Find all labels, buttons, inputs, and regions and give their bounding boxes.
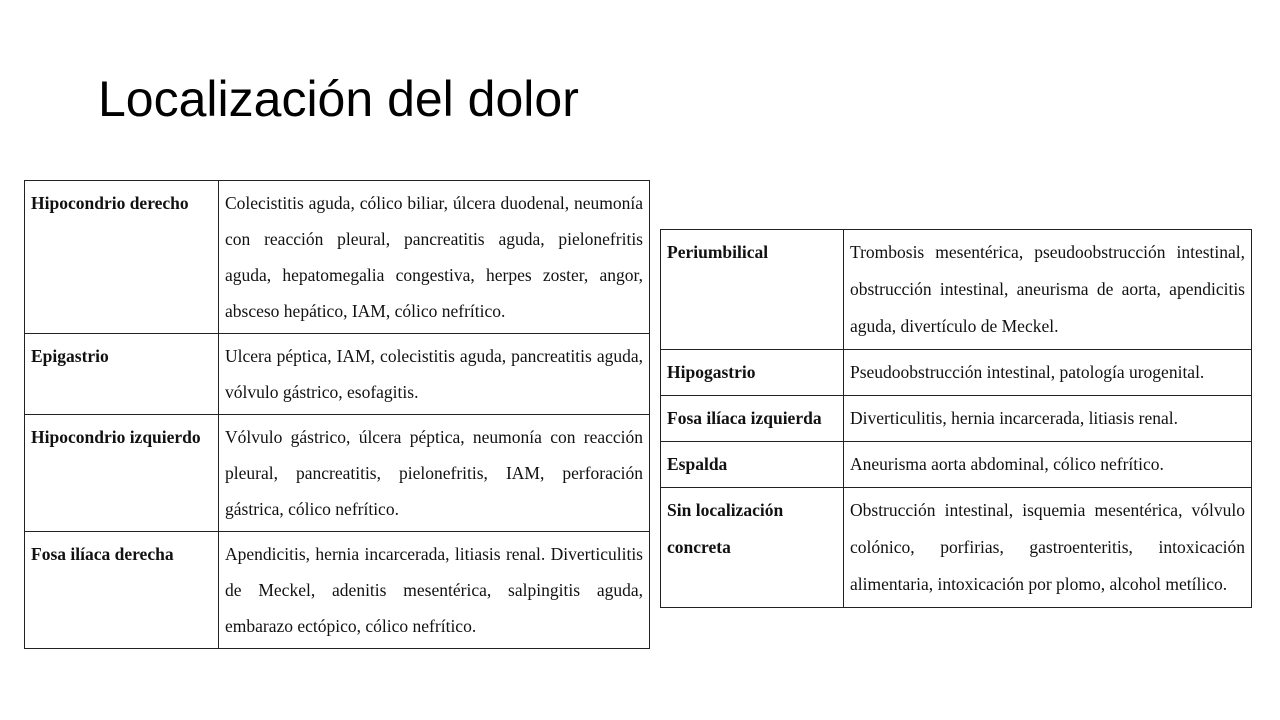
location-cell: Hipocondrio izquierdo [25,415,219,532]
conditions-cell: Obstrucción intestinal, isquemia mesentérica, vólvulo colónico, porfirias, gastroenteritis, intoxicación alimentaria, intoxicación por plomo, alcohol metílico. [844,488,1252,608]
pain-location-table-right [660,229,1252,608]
location-cell: Hipocondrio derecho [25,181,219,334]
location-cell: Hipogastrio [661,350,844,396]
location-cell: Fosa ilíaca izquierda [661,396,844,442]
conditions-cell: Ulcera péptica, IAM, colecistitis aguda, pancreatitis aguda, vólvulo gástrico, esofagitis. [219,334,650,415]
location-cell: Periumbilical [661,230,844,350]
location-cell: Sin localización concreta [661,488,844,608]
table-row [661,230,1252,350]
table-row [661,350,1252,396]
conditions-cell: Colecistitis aguda, cólico biliar, úlcera duodenal, neumonía con reacción pleural, pancreatitis aguda, pielonefritis aguda, hepatomegalia congestiva, herpes zoster, angor, absceso hepático, IAM, cólico nefrítico. [219,181,650,334]
slide-title: Localización del dolor [98,71,579,127]
table-row [25,181,650,334]
conditions-cell: Trombosis mesentérica, pseudoobstrucción intestinal, obstrucción intestinal, aneurisma de aorta, apendicitis aguda, divertículo de Meckel. [844,230,1252,350]
table-row [661,488,1252,608]
left-table-container [20,176,660,636]
location-cell: Espalda [661,442,844,488]
table-row [25,334,650,415]
table-row [661,442,1252,488]
pain-location-table-left [24,180,650,649]
table-row [661,396,1252,442]
location-cell: Fosa ilíaca derecha [25,532,219,649]
conditions-cell: Aneurisma aorta abdominal, cólico nefrítico. [844,442,1252,488]
conditions-cell: Pseudoobstrucción intestinal, patología urogenital. [844,350,1252,396]
conditions-cell: Diverticulitis, hernia incarcerada, litiasis renal. [844,396,1252,442]
location-cell: Epigastrio [25,334,219,415]
conditions-cell: Apendicitis, hernia incarcerada, litiasis renal. Diverticulitis de Meckel, adenitis mesentérica, salpingitis aguda, embarazo ectópico, cólico nefrítico. [219,532,650,649]
table-row [25,532,650,649]
table-row [25,415,650,532]
conditions-cell: Vólvulo gástrico, úlcera péptica, neumonía con reacción pleural, pancreatitis, pielonefritis, IAM, perforación gástrica, cólico nefrítico. [219,415,650,532]
